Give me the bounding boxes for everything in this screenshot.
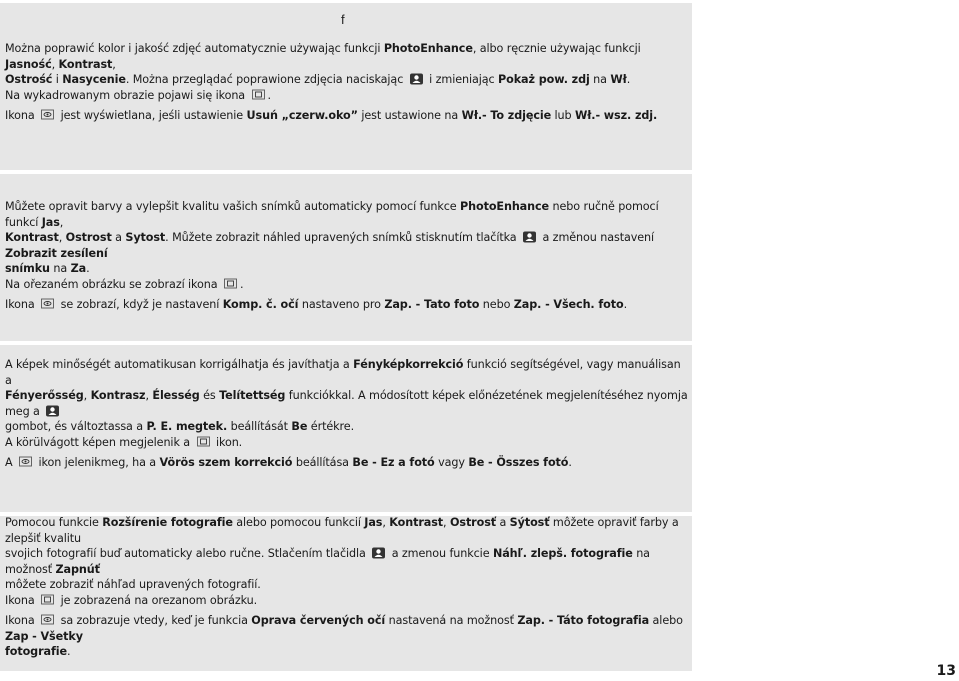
red-eye-icon: [40, 614, 55, 625]
crop-icon: [223, 278, 238, 289]
paragraph-line: svojich fotografií buď automaticky alebo ručne. Stlačením tlačidla a zmenou funkcie Náhľ. zlepš. fotografie na možnosť Zapnúť: [5, 547, 650, 576]
paragraph-line: Na ořezaném obrázku se zobrazí ikona .: [5, 277, 244, 291]
paragraph-line: Fényerősség, Kontrasz, Élesség és Telítettség funkciókkal. A módosított képek előnézetének megjelenítéséhez nyomja meg a: [5, 389, 688, 418]
paragraph-line: Ikona se zobrazí, když je nastavení Komp. č. očí nastaveno pro Zap. - Tato foto nebo Zap. - Všech. foto.: [5, 298, 628, 311]
language-marker: f: [341, 12, 345, 27]
paragraph-line: gombot, és változtassa a P. E. megtek. beállítását Be értékre.: [5, 420, 355, 433]
display-button-icon: [45, 405, 60, 416]
display-button-icon: [522, 231, 537, 242]
crop-icon: [196, 436, 211, 447]
paragraph-line: A körülvágott képen megjelenik a ikon.: [5, 435, 243, 449]
paragraph-line: Ikona je zobrazená na orezanom obrázku.: [5, 593, 258, 607]
paragraph-line: Pomocou funkcie Rozšírenie fotografie alebo pomocou funkcií Jas, Kontrast, Ostrosť a Sýtosť môžete opraviť farby a zlepšiť kvalitu: [5, 516, 679, 545]
section-czech-text: [5, 199, 689, 313]
red-eye-icon: [40, 109, 55, 120]
paragraph-line: môžete zobraziť náhľad upravených fotografií.: [5, 578, 261, 591]
paragraph-line: Ostrość i Nasycenie. Można przeglądać poprawione zdjęcia naciskając i zmieniając Pokaż pow. zdj na Wł.: [5, 73, 631, 86]
section-polish-text: [5, 41, 689, 124]
paragraph-line: A képek minőségét automatikusan korrigálhatja és javíthatja a Fényképkorrekció funkció segítségével, vagy manuálisan a: [5, 358, 681, 387]
crop-icon: [251, 89, 266, 100]
paragraph-line: snímku na Za.: [5, 262, 90, 275]
paragraph-line: Można poprawić kolor i jakość zdjęć automatycznie używając funkcji PhotoEnhance, albo ręcznie używając funkcji Jasność, Kontrast,: [5, 42, 641, 71]
display-button-icon: [371, 547, 386, 558]
display-button-icon: [409, 73, 424, 84]
paragraph-line: A ikon jelenikmeg, ha a Vörös szem korrekció beállítása Be - Ez a fotó vagy Be - Összes fotó.: [5, 456, 572, 469]
crop-icon: [40, 594, 55, 605]
paragraph-line: Kontrast, Ostrost a Sytost. Můžete zobrazit náhled upravených snímků stisknutím tlačítka a změnou nastavení Zobrazit zesílení: [5, 231, 655, 260]
section-hungarian-text: [5, 357, 689, 471]
paragraph-line: Na wykadrowanym obrazie pojawi się ikona .: [5, 88, 271, 102]
red-eye-icon: [40, 298, 55, 309]
paragraph-line: Můžete opravit barvy a vylepšit kvalitu vašich snímků automaticky pomocí funkce PhotoEnhance nebo ručně pomocí funkcí Jas,: [5, 200, 659, 229]
paragraph-line: Ikona jest wyświetlana, jeśli ustawienie Usuń „czerw.oko” jest ustawione na Wł.- To zdjęcie lub Wł.- wsz. zdj.: [5, 109, 658, 122]
paragraph-line: Ikona sa zobrazuje vtedy, keď je funkcia Oprava červených očí nastavená na možnosť Zap. - Táto fotografia alebo Zap - Všetky: [5, 614, 683, 643]
page-number: 13: [936, 663, 956, 679]
paragraph-line: fotografie.: [5, 645, 71, 658]
section-slovak-text: [5, 515, 689, 660]
red-eye-icon: [18, 456, 33, 467]
